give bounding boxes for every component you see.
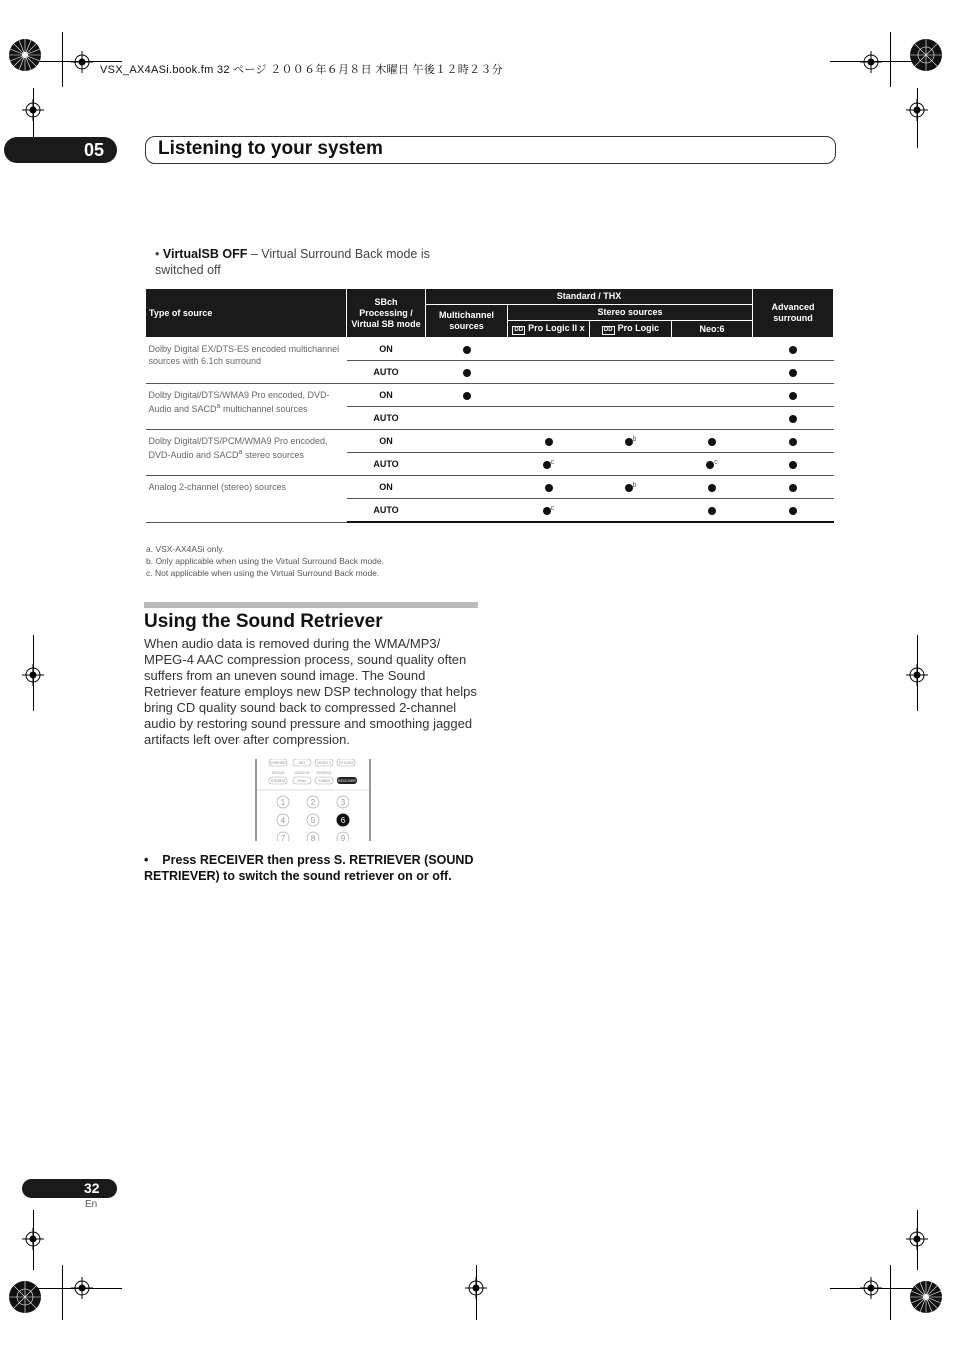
table-footnotes <box>146 543 384 579</box>
available-dot-icon <box>789 415 797 423</box>
availability-cell <box>508 361 590 384</box>
availability-cell <box>753 430 834 453</box>
remote-buttons <box>257 759 369 841</box>
available-dot-icon <box>789 438 797 446</box>
available-dot-icon <box>463 346 471 354</box>
footnote-ref: c <box>714 458 718 466</box>
mode-cell: ON <box>347 430 426 453</box>
availability-cell <box>753 476 834 499</box>
available-dot-icon <box>625 484 633 492</box>
available-dot-icon <box>463 369 471 377</box>
footnote-ref: b <box>632 481 637 489</box>
available-dot-icon <box>545 484 553 492</box>
page-language: En <box>85 1199 98 1210</box>
source-type-cell: Analog 2-channel (stereo) sources <box>146 476 347 523</box>
source-type-cell: Dolby Digital EX/DTS-ES encoded multichannel sources with 6.1ch surround <box>146 338 347 384</box>
availability-cell <box>508 407 590 430</box>
availability-cell <box>426 453 508 476</box>
availability-cell <box>508 430 590 453</box>
color-rosette-icon <box>909 38 943 72</box>
available-dot-icon <box>545 438 553 446</box>
remote-digit: 7 <box>280 834 286 841</box>
availability-cell <box>753 361 834 384</box>
availability-cell <box>753 338 834 361</box>
mode-cell: ON <box>347 338 426 361</box>
registration-mark-icon <box>906 664 928 686</box>
remote-label: TV CONT <box>338 761 354 765</box>
remote-label: SAT <box>298 761 306 765</box>
availability-cell <box>753 499 834 523</box>
chapter-number: 05 <box>84 140 105 160</box>
instruction-bullet-mark: • <box>144 853 149 867</box>
availability-cell <box>672 407 753 430</box>
virtualsb-off-bullet: • VirtualSB OFF – Virtual Surround Back mode is switched off <box>155 247 430 277</box>
availability-cell <box>753 453 834 476</box>
availability-cell <box>590 476 672 499</box>
bullet-term: VirtualSB OFF <box>162 247 248 261</box>
footnote-c: c. Not applicable when using the Virtual Surround Back mode. <box>146 568 380 578</box>
source-type-cell: Dolby Digital/DTS/PCM/WMA9 Pro encoded, DVD-Audio and SACD$^a$ stereo sources <box>146 430 347 476</box>
section-title: Using the Sound Retriever <box>144 611 383 632</box>
availability-cell <box>590 384 672 407</box>
availability-cell <box>590 361 672 384</box>
header-multichannel: Multichannel sources <box>426 305 508 338</box>
availability-cell <box>426 499 508 523</box>
registration-mark-icon <box>22 1228 44 1250</box>
availability-cell <box>672 453 753 476</box>
table-row <box>146 476 834 499</box>
availability-cell <box>508 499 590 523</box>
registration-mark-icon <box>71 1277 93 1299</box>
footnote-a: a. VSX-AX4ASi only. <box>146 544 225 554</box>
registration-mark-icon <box>906 1228 928 1250</box>
available-dot-icon <box>789 346 797 354</box>
registration-mark-icon <box>465 1277 487 1299</box>
mode-cell: ON <box>347 384 426 407</box>
availability-cell <box>426 407 508 430</box>
registration-mark-icon <box>22 99 44 121</box>
availability-cell <box>753 384 834 407</box>
remote-digit: 5 <box>310 816 316 825</box>
color-rosette-icon <box>909 1280 943 1314</box>
file-header: VSX_AX4ASi.book.fm 32 ページ ２００６年６月８日 木曜日 午後１２時２３分 <box>100 64 503 76</box>
table-row <box>146 430 834 453</box>
section-body: When audio data is removed during the WMA/MP3/ MPEG-4 AAC compression process, sound quality often suffers from an uneven sound image. The Sound Retriever feature employs new DSP technology that helps bring CD quality sound back to compressed 2-channel audio by restoring sound pressure and smoothing jagged artifacts left over after compression. <box>144 636 477 747</box>
available-dot-icon <box>789 392 797 400</box>
footnote-ref: b <box>632 435 637 443</box>
registration-mark-icon <box>906 99 928 121</box>
mode-cell: AUTO <box>347 453 426 476</box>
mode-cell: ON <box>347 476 426 499</box>
color-rosette-icon <box>8 38 42 72</box>
available-dot-icon <box>789 484 797 492</box>
availability-cell <box>672 338 753 361</box>
instruction-bullet <box>144 852 480 884</box>
listening-mode-table <box>145 288 834 523</box>
mode-cell: AUTO <box>347 499 426 523</box>
available-dot-icon <box>543 507 551 515</box>
remote-control-illustration <box>255 759 371 841</box>
section-rule <box>144 602 478 608</box>
header-neo6: Neo:6 <box>672 321 753 338</box>
availability-cell <box>590 407 672 430</box>
availability-cell <box>672 476 753 499</box>
remote-digit: 2 <box>310 798 316 807</box>
available-dot-icon <box>708 507 716 515</box>
available-dot-icon <box>789 369 797 377</box>
registration-mark-icon <box>71 51 93 73</box>
header-advanced-surround: Advanced surround <box>753 289 834 338</box>
page-number: 32 <box>84 1180 100 1196</box>
availability-cell <box>508 384 590 407</box>
availability-cell <box>590 453 672 476</box>
color-rosette-icon <box>8 1280 42 1314</box>
remote-digit-highlight: 6 <box>340 816 346 825</box>
availability-cell <box>426 361 508 384</box>
mode-cell: AUTO <box>347 361 426 384</box>
registration-mark-icon <box>860 51 882 73</box>
header-pro-logic-iix: DD Pro Logic II x <box>508 321 590 338</box>
footnote-ref: c <box>550 504 555 512</box>
bullet-text: – Virtual Surround Back mode is switched off <box>155 247 430 277</box>
dolby-icon: DD <box>514 327 524 333</box>
remote-digit: 4 <box>280 816 286 825</box>
availability-cell <box>426 338 508 361</box>
available-dot-icon <box>625 438 633 446</box>
header-sbch: SBch Processing / Virtual SB mode <box>347 289 426 338</box>
available-dot-icon <box>789 507 797 515</box>
available-dot-icon <box>463 392 471 400</box>
remote-label: CD/CD-R <box>294 771 310 775</box>
remote-label: TUNER <box>317 779 331 783</box>
footnote-b: b. Only applicable when using the Virtual Surround Back mode. <box>146 556 384 566</box>
header-stereo-sources: Stereo sources <box>508 305 753 321</box>
availability-cell <box>672 430 753 453</box>
availability-cell <box>426 476 508 499</box>
mode-cell: AUTO <box>347 407 426 430</box>
remote-label: SOURCE <box>316 771 332 775</box>
availability-cell <box>508 453 590 476</box>
table-row <box>146 384 834 407</box>
instruction-text: Press RECEIVER then press S. RETRIEVER (SOUND RETRIEVER) to switch the sound retriever on or off. <box>144 853 474 883</box>
available-dot-icon <box>708 484 716 492</box>
table-row <box>146 338 834 361</box>
remote-digit: 1 <box>280 798 286 807</box>
availability-cell <box>508 476 590 499</box>
source-type-cell: Dolby Digital/DTS/WMA9 Pro encoded, DVD-Audio and SACD$^a$ multichannel sources <box>146 384 347 430</box>
availability-cell <box>672 384 753 407</box>
availability-cell <box>672 361 753 384</box>
remote-label: VIDEO 1 <box>317 761 331 765</box>
remote-digit: 9 <box>340 834 346 841</box>
header-pro-logic: DD Pro Logic <box>590 321 672 338</box>
available-dot-icon <box>789 461 797 469</box>
remote-digit: 8 <box>310 834 316 841</box>
remote-label: DVR/HDD <box>270 761 286 765</box>
availability-cell <box>508 338 590 361</box>
remote-digit: 3 <box>340 798 346 807</box>
remote-label: STEREO <box>270 779 286 783</box>
header-standard-thx: Standard / THX <box>426 289 753 305</box>
available-dot-icon <box>543 461 551 469</box>
availability-cell <box>672 499 753 523</box>
header-type-of-source: Type of source <box>146 289 347 338</box>
page-number-tab <box>22 1179 117 1198</box>
dolby-icon: DD <box>603 327 613 333</box>
availability-cell <box>426 384 508 407</box>
registration-mark-icon <box>22 664 44 686</box>
footnote-ref: c <box>550 458 555 466</box>
availability-cell <box>753 407 834 430</box>
remote-label: iPod <box>298 779 306 783</box>
registration-mark-icon <box>860 1277 882 1299</box>
availability-cell <box>426 430 508 453</box>
available-dot-icon <box>708 438 716 446</box>
availability-cell <box>590 499 672 523</box>
availability-cell <box>590 430 672 453</box>
chapter-title: Listening to your system <box>158 138 383 159</box>
remote-receiver-label: RECEIVER <box>338 779 356 783</box>
availability-cell <box>590 338 672 361</box>
remote-label: DVD/LD <box>271 771 285 775</box>
